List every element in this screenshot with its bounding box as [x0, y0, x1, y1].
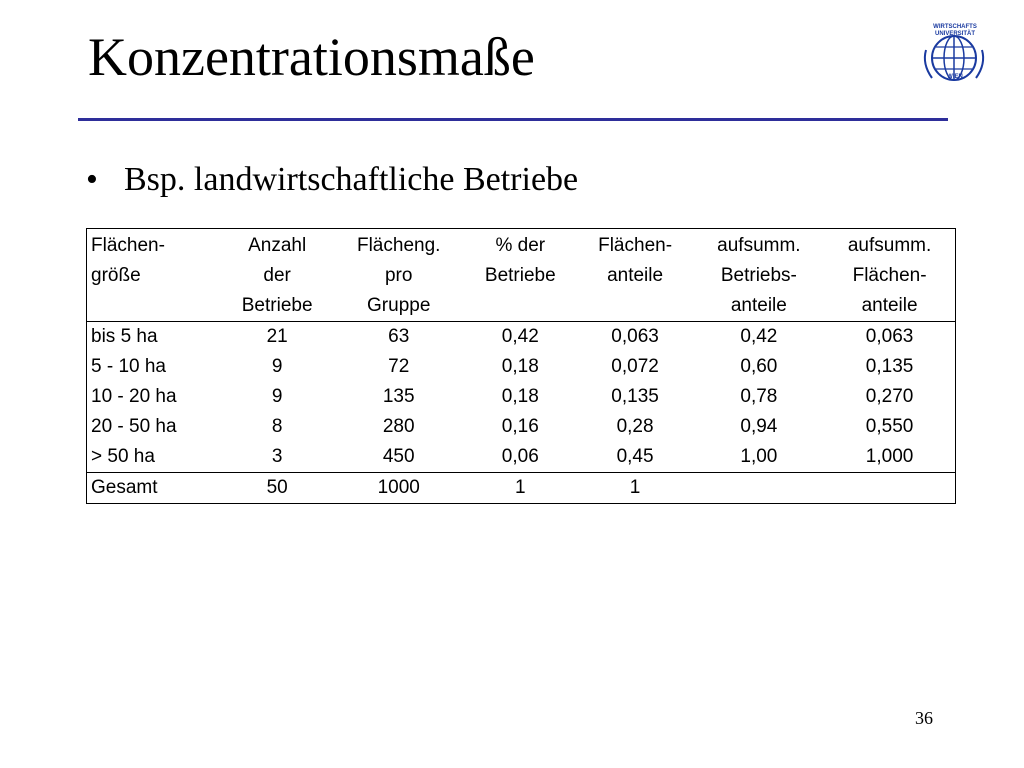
table-cell: 1,00: [740, 446, 778, 467]
table-row: [87, 442, 956, 473]
table-cell: 5 - 10 ha: [91, 356, 166, 377]
table-cell: 0,94: [740, 416, 778, 437]
table-cell: 0,16: [501, 416, 539, 437]
logo-text-top: [926, 24, 984, 38]
header-line: Betriebs-: [720, 265, 797, 286]
header-line: Flächeng.: [356, 235, 441, 256]
bullet-item: [86, 160, 578, 200]
table-cell: 9: [271, 386, 283, 407]
page-number: 36: [915, 708, 933, 728]
header-line: pro: [384, 265, 413, 286]
table-cell: 10 - 20 ha: [91, 386, 177, 407]
header-line: Betriebe: [241, 295, 313, 316]
table-cell: 3: [271, 446, 283, 467]
table-row: [87, 412, 956, 442]
table-cell: 20 - 50 ha: [91, 416, 177, 437]
title-divider: [78, 118, 948, 121]
header-line: Gruppe: [367, 295, 431, 316]
header-line: anteile: [730, 295, 787, 316]
header-line: der: [263, 265, 291, 286]
bullet-dot-icon: •: [86, 161, 98, 198]
table-cell: 0,135: [865, 356, 914, 377]
table-cell: 1,000: [865, 446, 914, 467]
table-cell: 0,550: [865, 416, 914, 437]
table-cell: 0,60: [740, 356, 778, 377]
header-line: [468, 291, 573, 321]
logo-line-1: WIRTSCHAFTS: [933, 24, 977, 30]
table-cell: 1000: [377, 477, 420, 498]
header-anzahl: [221, 229, 334, 322]
header-line: [91, 291, 217, 321]
table-cell: 450: [382, 446, 415, 467]
table-cell: 0,135: [611, 386, 659, 407]
header-line: Anzahl: [248, 235, 307, 256]
header-line: Flächen-: [91, 235, 165, 256]
table-cell: Gesamt: [91, 477, 158, 498]
table-cell: 0,18: [501, 386, 539, 407]
table-row: [87, 382, 956, 412]
table-cell: 0,42: [501, 326, 539, 347]
table-cell: [694, 473, 825, 504]
table-row: [87, 322, 956, 353]
header-line: % der: [495, 235, 546, 256]
table-cell: 0,063: [865, 326, 914, 347]
slide-title: Konzentrationsmaße: [88, 27, 535, 87]
header-line: größe: [91, 265, 141, 286]
table-cell: 0,072: [611, 356, 659, 377]
table-cell: 0,270: [865, 386, 914, 407]
table-cell: > 50 ha: [91, 446, 155, 467]
table-cell: [824, 473, 955, 504]
table-cell: 0,42: [740, 326, 778, 347]
table-cell: 21: [266, 326, 288, 347]
table-cell: 280: [382, 416, 415, 437]
header-flaechengroesse: [87, 229, 221, 322]
header-line: anteile: [861, 295, 918, 316]
header-prozent-betriebe: [464, 229, 577, 322]
header-line: Flächen-: [852, 265, 927, 286]
table-cell: bis 5 ha: [91, 326, 158, 347]
logo-text-bottom: WIEN: [947, 74, 963, 80]
table-cell: 0,28: [616, 416, 654, 437]
table-cell: 8: [271, 416, 283, 437]
header-aufsumm-flaechenanteile: [824, 229, 955, 322]
table-header-row: [87, 229, 956, 322]
table-cell: 0,06: [501, 446, 539, 467]
header-aufsumm-betriebsanteile: [694, 229, 825, 322]
table-cell: 0,063: [611, 326, 659, 347]
data-table: [86, 228, 956, 504]
bullet-text: Bsp. landwirtschaftliche Betriebe: [124, 161, 579, 198]
table-cell: 63: [388, 326, 410, 347]
table-cell: 72: [388, 356, 410, 377]
table-cell: 1: [515, 477, 526, 498]
logo-line-2: UNIVERSITÄT: [934, 31, 975, 37]
table-cell: 0,45: [616, 446, 654, 467]
table-cell: 0,18: [501, 356, 539, 377]
table-cell: 9: [271, 356, 283, 377]
header-flaecheng: [333, 229, 464, 322]
table-row: [87, 352, 956, 382]
header-line: aufsumm.: [847, 235, 932, 256]
header-flaechenanteile: [577, 229, 694, 322]
table-cell: 50: [266, 477, 288, 498]
table-cell: 1: [629, 477, 641, 498]
table-cell: 135: [382, 386, 415, 407]
table-total-row: [87, 473, 956, 504]
header-line: [581, 291, 690, 321]
header-line: Betriebe: [484, 265, 556, 286]
header-line: Flächen-: [598, 235, 673, 256]
header-line: aufsumm.: [717, 235, 801, 256]
header-line: anteile: [607, 265, 664, 286]
table-cell: 0,78: [740, 386, 778, 407]
